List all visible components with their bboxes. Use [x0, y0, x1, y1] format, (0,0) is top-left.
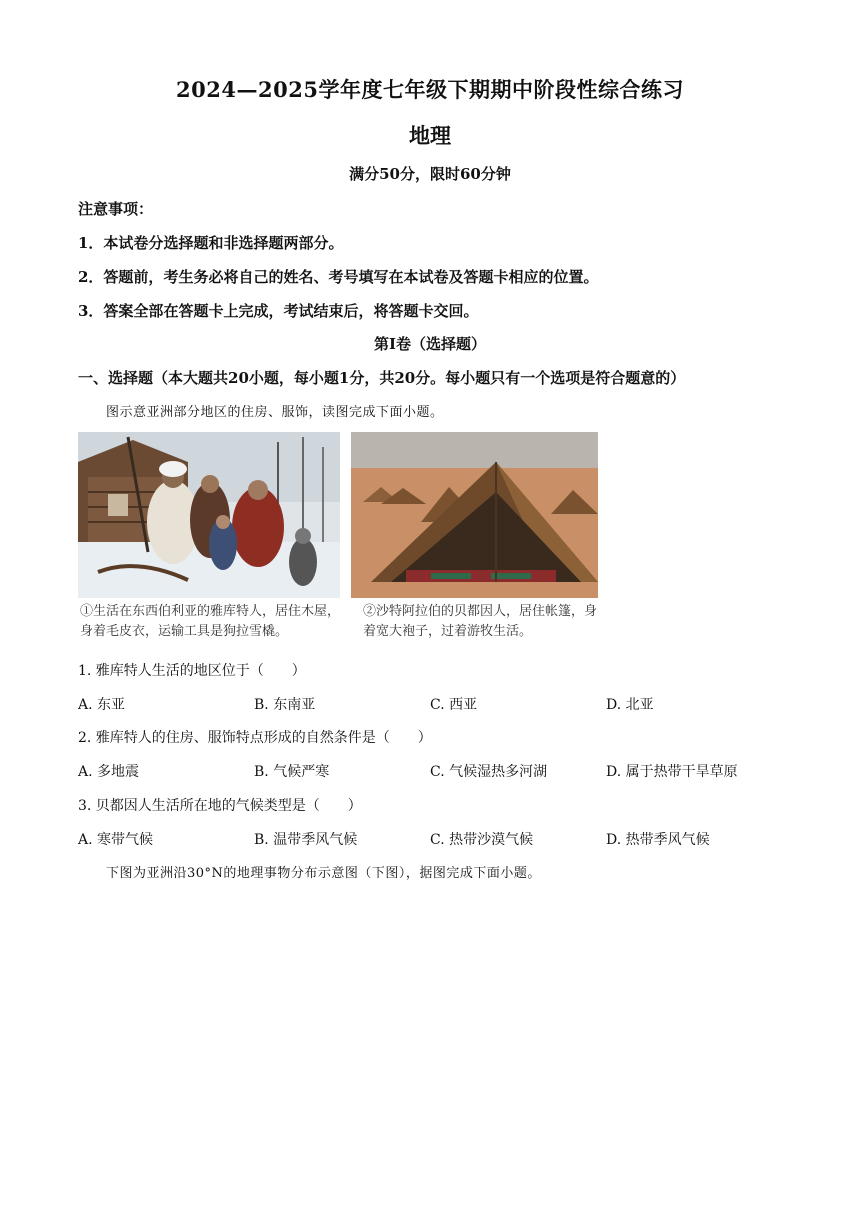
- q2-option-b[interactable]: B. 气候严寒: [254, 764, 330, 780]
- yakut-photo: [78, 432, 340, 598]
- note-item-3: 3．答案全部在答题卡上完成，考试结束后，将答题卡交回。: [78, 302, 479, 320]
- section-heading: 一、选择题（本大题共20小题，每小题1分，共20分。每小题只有一个选项是符合题意的）: [78, 369, 686, 387]
- question-2-stem: 2. 雅库特人的住房、服饰特点形成的自然条件是（ ）: [78, 730, 432, 746]
- q2-option-d[interactable]: D. 属于热带干旱草原: [606, 764, 738, 780]
- q2-option-c[interactable]: C. 气候湿热多河湖: [430, 764, 548, 780]
- question-3-stem: 3. 贝都因人生活所在地的气候类型是（ ）: [78, 798, 362, 814]
- note-item-1: 1．本试卷分选择题和非选择题两部分。: [78, 234, 344, 252]
- q3-option-a[interactable]: A. 寒带气候: [78, 832, 154, 848]
- subject-title: 地理: [409, 123, 451, 148]
- bedouin-caption: ②沙特阿拉伯的贝都因人，居住帐篷，身着宽大袍子，过着游牧生活。: [363, 604, 598, 639]
- q1-option-b[interactable]: B. 东南亚: [254, 697, 316, 713]
- exam-title: 2024—2025学年度七年级下期期中阶段性综合练习: [176, 77, 684, 102]
- volume-heading: 第Ⅰ卷（选择题）: [373, 335, 487, 353]
- intro-text-1: 图示意亚洲部分地区的住房、服饰，读图完成下面小题。: [106, 405, 444, 420]
- question-1-stem: 1. 雅库特人生活的地区位于（ ）: [78, 663, 306, 679]
- score-info: 满分50分，限时60分钟: [349, 165, 511, 183]
- bedouin-photo: [351, 432, 598, 598]
- q2-option-a[interactable]: A. 多地震: [78, 764, 140, 780]
- q3-option-b[interactable]: B. 温带季风气候: [254, 832, 358, 848]
- note-item-2: 2．答题前，考生务必将自己的姓名、考号填写在本试卷及答题卡相应的位置。: [78, 268, 599, 286]
- notes-heading: 注意事项：: [78, 200, 154, 218]
- q1-option-a[interactable]: A. 东亚: [78, 697, 126, 713]
- q3-option-d[interactable]: D. 热带季风气候: [606, 832, 710, 848]
- yakut-caption: ①生活在东西伯利亚的雅库特人，居住木屋，身着毛皮衣，运输工具是狗拉雪橇。: [80, 604, 341, 639]
- q1-option-d[interactable]: D. 北亚: [606, 697, 654, 713]
- q1-option-c[interactable]: C. 西亚: [430, 697, 478, 713]
- intro-text-2: 下图为亚洲沿30°N的地理事物分布示意图（下图），据图完成下面小题。: [106, 866, 541, 881]
- q3-option-c[interactable]: C. 热带沙漠气候: [430, 832, 534, 848]
